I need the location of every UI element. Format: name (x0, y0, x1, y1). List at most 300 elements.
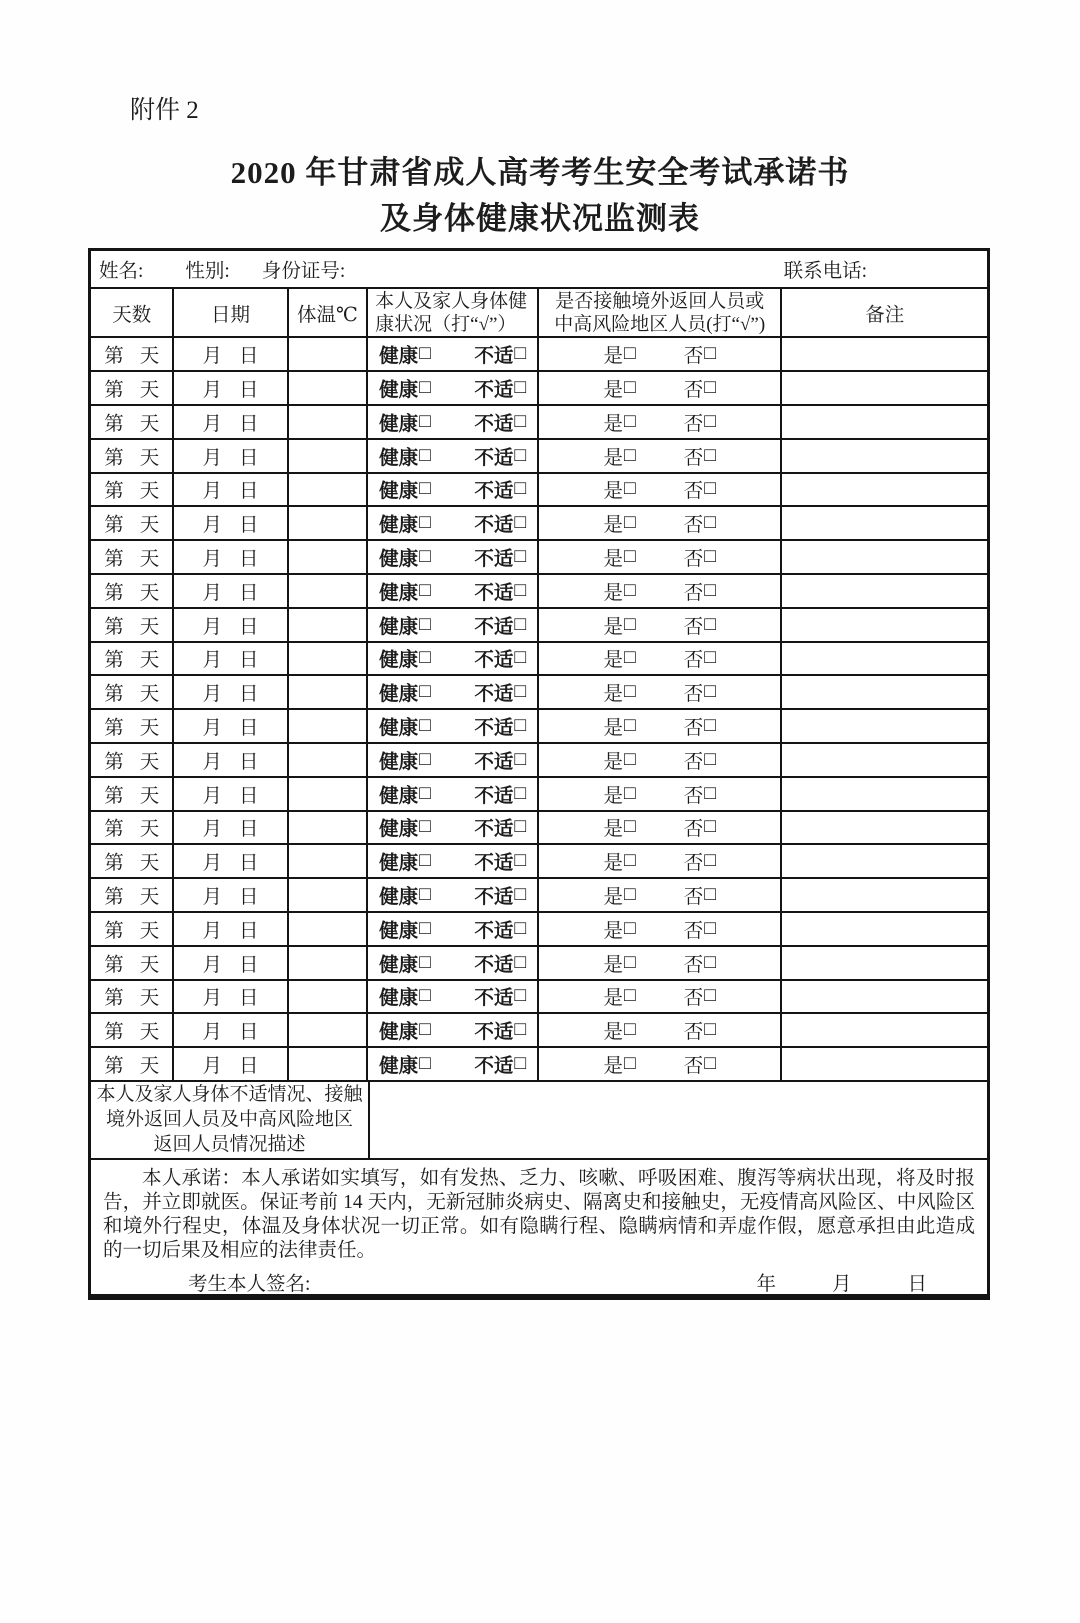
table-row (91, 877, 987, 911)
no-checkbox-icon[interactable]: □ (704, 478, 717, 500)
yes-checkbox-icon[interactable]: □ (623, 343, 636, 365)
date-label: 日 (239, 920, 259, 942)
remarks-input-cell[interactable] (780, 812, 987, 844)
table-row (91, 979, 987, 1013)
contact-risk-cell (537, 778, 780, 810)
unwell-checkbox-icon[interactable]: □ (514, 917, 527, 939)
day-number-cell[interactable] (91, 710, 172, 742)
day-prefix-label: 第 (104, 380, 124, 402)
day-number-cell[interactable] (91, 947, 172, 979)
yes-checkbox-icon[interactable]: □ (623, 512, 636, 534)
remarks-input-cell[interactable] (780, 913, 987, 945)
header-remarks: 备注 (780, 289, 987, 336)
no-checkbox-icon[interactable]: □ (704, 1019, 717, 1041)
no-checkbox-icon[interactable]: □ (704, 546, 717, 568)
month-label: 月 (202, 650, 223, 672)
healthy-checkbox-icon[interactable]: □ (419, 1019, 431, 1041)
health-status-cell (366, 338, 537, 370)
yes-checkbox-icon[interactable]: □ (623, 478, 636, 500)
unwell-label: 不适 (474, 887, 514, 909)
healthy-label: 健康 (379, 684, 419, 706)
no-label: 否 (683, 819, 704, 841)
header-health-line2: 康状况（打“√”） (375, 313, 517, 335)
healthy-checkbox-icon[interactable]: □ (419, 579, 431, 601)
yes-checkbox-icon[interactable]: □ (623, 985, 636, 1007)
day-number-cell[interactable] (91, 744, 172, 776)
health-form-table (88, 248, 990, 1300)
day-prefix-label: 第 (104, 920, 124, 942)
healthy-label: 健康 (379, 380, 419, 402)
date-cell[interactable] (172, 338, 286, 370)
day-suffix-label: 天 (139, 413, 160, 435)
remarks-input-cell[interactable] (780, 440, 987, 472)
yes-checkbox-icon[interactable]: □ (623, 951, 636, 973)
remarks-input-cell[interactable] (780, 845, 987, 877)
health-status-cell (366, 981, 537, 1013)
unwell-checkbox-icon[interactable]: □ (514, 715, 527, 737)
day-number-cell[interactable] (91, 643, 172, 675)
date-cell[interactable] (172, 372, 286, 404)
header-health-status (366, 289, 537, 336)
health-status-cell (366, 609, 537, 641)
health-status-cell (366, 812, 537, 844)
unwell-label: 不适 (474, 718, 514, 740)
yes-label: 是 (603, 988, 623, 1010)
commitment-paragraph: 本人承诺：本人承诺如实填写，如有发热、乏力、咳嗽、呼吸困难、腹泻等病状出现，将及时报告，并立即就医。保证考前 14 天内，无新冠肺炎病史、隔离史和接触史，无疫情高风险区、中风险区和境外行程史，体温及身体状况一切正常。如有隐瞒行程、隐瞒病情和弄虚作假，愿意承担由此造成的一切后果及相应的法律责任。 (103, 1167, 975, 1261)
day-suffix-label: 天 (139, 1056, 160, 1077)
health-status-cell (366, 947, 537, 979)
yes-label: 是 (603, 650, 623, 672)
date-cell[interactable] (172, 913, 286, 945)
remarks-input-cell[interactable] (780, 1048, 987, 1080)
healthy-label: 健康 (379, 751, 419, 773)
unwell-checkbox-icon[interactable]: □ (514, 478, 527, 500)
temperature-input-cell[interactable] (287, 710, 366, 742)
table-row (91, 404, 987, 438)
day-prefix-label: 第 (104, 549, 124, 571)
unwell-label: 不适 (474, 751, 514, 773)
unwell-label: 不适 (474, 650, 514, 672)
no-label: 否 (683, 549, 704, 571)
no-label: 否 (683, 481, 704, 503)
remarks-input-cell[interactable] (780, 744, 987, 776)
health-status-cell (366, 710, 537, 742)
yes-checkbox-icon[interactable]: □ (623, 917, 636, 939)
date-cell[interactable] (172, 744, 286, 776)
no-checkbox-icon[interactable]: □ (704, 681, 717, 703)
healthy-checkbox-icon[interactable]: □ (419, 613, 431, 635)
month-label: 月 (202, 413, 223, 435)
contact-risk-cell (537, 913, 780, 945)
temperature-input-cell[interactable] (287, 406, 366, 438)
contact-risk-cell (537, 947, 780, 979)
date-cell[interactable] (172, 609, 286, 641)
unwell-checkbox-icon[interactable]: □ (514, 343, 527, 365)
date-cell[interactable] (172, 1014, 286, 1046)
no-label: 否 (683, 1022, 704, 1044)
month-label: 月 (202, 988, 223, 1010)
description-input-cell[interactable] (368, 1082, 987, 1158)
day-suffix-label: 天 (139, 954, 160, 976)
unwell-checkbox-icon[interactable]: □ (514, 1053, 527, 1074)
date-cell[interactable] (172, 575, 286, 607)
temperature-input-cell[interactable] (287, 1048, 366, 1080)
yes-checkbox-icon[interactable]: □ (623, 782, 636, 804)
temperature-input-cell[interactable] (287, 812, 366, 844)
date-cell[interactable] (172, 541, 286, 573)
yes-checkbox-icon[interactable]: □ (623, 1053, 636, 1074)
healthy-checkbox-icon[interactable]: □ (419, 850, 431, 872)
temperature-input-cell[interactable] (287, 507, 366, 539)
yes-checkbox-icon[interactable]: □ (623, 1019, 636, 1041)
yes-checkbox-icon[interactable]: □ (623, 377, 636, 399)
yes-checkbox-icon[interactable]: □ (623, 613, 636, 635)
date-cell[interactable] (172, 1048, 286, 1080)
day-prefix-label: 第 (104, 515, 124, 537)
healthy-checkbox-icon[interactable]: □ (419, 917, 431, 939)
remarks-input-cell[interactable] (780, 474, 987, 506)
no-checkbox-icon[interactable]: □ (704, 816, 717, 838)
table-row (91, 641, 987, 675)
remarks-input-cell[interactable] (780, 676, 987, 708)
remarks-input-cell[interactable] (780, 981, 987, 1013)
temperature-input-cell[interactable] (287, 474, 366, 506)
temperature-input-cell[interactable] (287, 541, 366, 573)
day-prefix-label: 第 (104, 447, 124, 469)
unwell-checkbox-icon[interactable]: □ (514, 985, 527, 1007)
day-number-cell[interactable] (91, 1014, 172, 1046)
day-number-cell[interactable] (91, 913, 172, 945)
health-status-cell (366, 778, 537, 810)
no-checkbox-icon[interactable]: □ (704, 512, 717, 534)
no-checkbox-icon[interactable]: □ (704, 850, 717, 872)
unwell-label: 不适 (474, 684, 514, 706)
healthy-checkbox-icon[interactable]: □ (419, 478, 431, 500)
temperature-input-cell[interactable] (287, 744, 366, 776)
temperature-input-cell[interactable] (287, 845, 366, 877)
day-number-cell[interactable] (91, 338, 172, 370)
healthy-checkbox-icon[interactable]: □ (419, 647, 431, 669)
unwell-checkbox-icon[interactable]: □ (514, 782, 527, 804)
unwell-checkbox-icon[interactable]: □ (514, 579, 527, 601)
date-cell[interactable] (172, 710, 286, 742)
description-line2: 境外返回人员及中高风险地区 (105, 1109, 353, 1131)
healthy-checkbox-icon[interactable]: □ (419, 410, 431, 432)
day-prefix-label: 第 (104, 413, 124, 435)
unwell-checkbox-icon[interactable]: □ (514, 444, 527, 466)
day-number-cell[interactable] (91, 845, 172, 877)
date-cell[interactable] (172, 981, 286, 1013)
remarks-input-cell[interactable] (780, 406, 987, 438)
yes-checkbox-icon[interactable]: □ (623, 850, 636, 872)
healthy-checkbox-icon[interactable]: □ (419, 444, 431, 466)
no-checkbox-icon[interactable]: □ (704, 884, 717, 906)
temperature-input-cell[interactable] (287, 1014, 366, 1046)
unwell-checkbox-icon[interactable]: □ (514, 816, 527, 838)
yes-checkbox-icon[interactable]: □ (623, 546, 636, 568)
no-checkbox-icon[interactable]: □ (704, 377, 717, 399)
unwell-checkbox-icon[interactable]: □ (514, 377, 527, 399)
table-row (91, 438, 987, 472)
unwell-label: 不适 (474, 785, 514, 807)
unwell-checkbox-icon[interactable]: □ (514, 410, 527, 432)
healthy-checkbox-icon[interactable]: □ (419, 1053, 431, 1074)
table-header-row (91, 287, 987, 336)
date-label: 日 (239, 616, 259, 638)
health-status-cell (366, 474, 537, 506)
healthy-checkbox-icon[interactable]: □ (419, 546, 431, 568)
temperature-input-cell[interactable] (287, 676, 366, 708)
date-cell[interactable] (172, 879, 286, 911)
table-row (91, 810, 987, 844)
day-number-cell[interactable] (91, 372, 172, 404)
health-status-cell (366, 406, 537, 438)
unwell-checkbox-icon[interactable]: □ (514, 546, 527, 568)
day-number-cell[interactable] (91, 474, 172, 506)
health-status-cell (366, 845, 537, 877)
unwell-checkbox-icon[interactable]: □ (514, 748, 527, 770)
day-prefix-label: 第 (104, 853, 124, 875)
healthy-checkbox-icon[interactable]: □ (419, 343, 431, 365)
month-label: 月 (202, 819, 223, 841)
date-label: 日 (239, 887, 259, 909)
yes-checkbox-icon[interactable]: □ (623, 681, 636, 703)
healthy-checkbox-icon[interactable]: □ (419, 985, 431, 1007)
no-label: 否 (683, 887, 704, 909)
temperature-input-cell[interactable] (287, 981, 366, 1013)
health-status-cell (366, 879, 537, 911)
remarks-input-cell[interactable] (780, 575, 987, 607)
contact-risk-cell (537, 1014, 780, 1046)
unwell-label: 不适 (474, 481, 514, 503)
day-prefix-label: 第 (104, 650, 124, 672)
healthy-label: 健康 (379, 887, 419, 909)
unwell-label: 不适 (474, 413, 514, 435)
table-row (91, 1012, 987, 1046)
table-row (91, 336, 987, 370)
no-checkbox-icon[interactable]: □ (704, 343, 717, 365)
temperature-input-cell[interactable] (287, 609, 366, 641)
no-checkbox-icon[interactable]: □ (704, 579, 717, 601)
header-health-line1: 本人及家人身体健 (375, 290, 528, 312)
healthy-checkbox-icon[interactable]: □ (419, 884, 431, 906)
unwell-label: 不适 (474, 447, 514, 469)
unwell-checkbox-icon[interactable]: □ (514, 850, 527, 872)
yes-label: 是 (603, 515, 623, 537)
remarks-input-cell[interactable] (780, 778, 987, 810)
contact-risk-cell (537, 981, 780, 1013)
yes-label: 是 (603, 582, 623, 604)
gender-label: 性别: (185, 261, 230, 283)
no-checkbox-icon[interactable]: □ (704, 1053, 717, 1074)
remarks-input-cell[interactable] (780, 643, 987, 675)
remarks-input-cell[interactable] (780, 947, 987, 979)
date-cell[interactable] (172, 812, 286, 844)
yes-label: 是 (603, 346, 623, 368)
healthy-checkbox-icon[interactable]: □ (419, 512, 431, 534)
form-title-line1: 2020 年甘肃省成人高考考生安全考试承诺书 (230, 155, 850, 190)
temperature-input-cell[interactable] (287, 575, 366, 607)
no-checkbox-icon[interactable]: □ (704, 444, 717, 466)
remarks-input-cell[interactable] (780, 372, 987, 404)
header-days: 天数 (112, 304, 152, 326)
temperature-input-cell[interactable] (287, 372, 366, 404)
day-number-cell[interactable] (91, 676, 172, 708)
date-cell[interactable] (172, 474, 286, 506)
no-checkbox-icon[interactable]: □ (704, 613, 717, 635)
healthy-checkbox-icon[interactable]: □ (419, 816, 431, 838)
date-label: 日 (239, 481, 259, 503)
day-suffix-label: 天 (139, 481, 160, 503)
healthy-checkbox-icon[interactable]: □ (419, 715, 431, 737)
no-label: 否 (683, 582, 704, 604)
date-label: 日 (239, 549, 259, 571)
contact-risk-cell (537, 541, 780, 573)
unwell-checkbox-icon[interactable]: □ (514, 884, 527, 906)
unwell-checkbox-icon[interactable]: □ (514, 647, 527, 669)
healthy-label: 健康 (379, 515, 419, 537)
unwell-checkbox-icon[interactable]: □ (514, 613, 527, 635)
day-number-cell[interactable] (91, 541, 172, 573)
no-checkbox-icon[interactable]: □ (704, 410, 717, 432)
healthy-label: 健康 (379, 988, 419, 1010)
description-line1: 本人及家人身体不适情况、接触 (96, 1084, 363, 1106)
date-cell[interactable] (172, 406, 286, 438)
no-checkbox-icon[interactable]: □ (704, 715, 717, 737)
date-cell[interactable] (172, 778, 286, 810)
month-label: 月 (202, 549, 223, 571)
yes-checkbox-icon[interactable]: □ (623, 884, 636, 906)
date-cell[interactable] (172, 507, 286, 539)
remarks-input-cell[interactable] (780, 710, 987, 742)
form-title-line2: 及身体健康状况监测表 (380, 201, 700, 237)
table-row (91, 1046, 987, 1080)
signature-label: 考生本人签名: (188, 1273, 311, 1295)
healthy-checkbox-icon[interactable]: □ (419, 681, 431, 703)
healthy-checkbox-icon[interactable]: □ (419, 377, 431, 399)
temperature-input-cell[interactable] (287, 440, 366, 472)
day-prefix-label: 第 (104, 819, 124, 841)
month-label: 月 (202, 853, 223, 875)
temperature-input-cell[interactable] (287, 879, 366, 911)
day-number-cell[interactable] (91, 778, 172, 810)
day-number-cell[interactable] (91, 812, 172, 844)
unwell-checkbox-icon[interactable]: □ (514, 512, 527, 534)
temperature-input-cell[interactable] (287, 913, 366, 945)
yes-checkbox-icon[interactable]: □ (623, 410, 636, 432)
day-number-cell[interactable] (91, 440, 172, 472)
day-suffix-label: 天 (139, 785, 160, 807)
day-suffix-label: 天 (139, 684, 160, 706)
day-suffix-label: 天 (139, 380, 160, 402)
day-number-cell[interactable] (91, 507, 172, 539)
unwell-checkbox-icon[interactable]: □ (514, 1019, 527, 1041)
temperature-input-cell[interactable] (287, 947, 366, 979)
table-row (91, 776, 987, 810)
date-cell[interactable] (172, 947, 286, 979)
table-row (91, 539, 987, 573)
remarks-input-cell[interactable] (780, 879, 987, 911)
day-number-cell[interactable] (91, 1048, 172, 1080)
unwell-label: 不适 (474, 920, 514, 942)
day-number-cell[interactable] (91, 981, 172, 1013)
yes-checkbox-icon[interactable]: □ (623, 816, 636, 838)
remarks-input-cell[interactable] (780, 541, 987, 573)
month-label: 月 (202, 515, 223, 537)
no-checkbox-icon[interactable]: □ (704, 951, 717, 973)
healthy-checkbox-icon[interactable]: □ (419, 782, 431, 804)
date-cell[interactable] (172, 676, 286, 708)
no-checkbox-icon[interactable]: □ (704, 647, 717, 669)
yes-checkbox-icon[interactable]: □ (623, 579, 636, 601)
no-checkbox-icon[interactable]: □ (704, 917, 717, 939)
month-label: 月 (202, 1022, 223, 1044)
date-label: 日 (239, 785, 259, 807)
contact-risk-cell (537, 812, 780, 844)
healthy-checkbox-icon[interactable]: □ (419, 951, 431, 973)
signature-input[interactable] (310, 1270, 490, 1294)
commitment-row (91, 1158, 987, 1294)
day-number-cell[interactable] (91, 609, 172, 641)
contact-risk-cell (537, 845, 780, 877)
day-number-cell[interactable] (91, 406, 172, 438)
day-number-cell[interactable] (91, 575, 172, 607)
phone-label: 联系电话: (783, 261, 867, 283)
unwell-checkbox-icon[interactable]: □ (514, 681, 527, 703)
date-cell[interactable] (172, 845, 286, 877)
yes-checkbox-icon[interactable]: □ (623, 748, 636, 770)
yes-label: 是 (603, 1022, 623, 1044)
no-checkbox-icon[interactable]: □ (704, 985, 717, 1007)
info-row (91, 251, 987, 287)
unwell-label: 不适 (474, 616, 514, 638)
health-status-cell (366, 744, 537, 776)
month-label: 月 (202, 616, 223, 638)
sign-month-label: 月 (831, 1273, 852, 1295)
no-label: 否 (683, 785, 704, 807)
remarks-input-cell[interactable] (780, 1014, 987, 1046)
healthy-label: 健康 (379, 718, 419, 740)
no-label: 否 (683, 988, 704, 1010)
temperature-input-cell[interactable] (287, 778, 366, 810)
unwell-checkbox-icon[interactable]: □ (514, 951, 527, 973)
yes-checkbox-icon[interactable]: □ (623, 647, 636, 669)
remarks-input-cell[interactable] (780, 609, 987, 641)
temperature-input-cell[interactable] (287, 338, 366, 370)
no-checkbox-icon[interactable]: □ (704, 748, 717, 770)
date-label: 日 (239, 1056, 259, 1077)
day-suffix-label: 天 (139, 447, 160, 469)
remarks-input-cell[interactable] (780, 338, 987, 370)
remarks-input-cell[interactable] (780, 507, 987, 539)
unwell-label: 不适 (474, 819, 514, 841)
healthy-checkbox-icon[interactable]: □ (419, 748, 431, 770)
yes-label: 是 (603, 380, 623, 402)
date-cell[interactable] (172, 440, 286, 472)
date-label: 日 (239, 380, 259, 402)
yes-checkbox-icon[interactable]: □ (623, 444, 636, 466)
table-row (91, 607, 987, 641)
health-status-cell (366, 541, 537, 573)
date-cell[interactable] (172, 643, 286, 675)
day-number-cell[interactable] (91, 879, 172, 911)
header-contact-risk (537, 289, 780, 336)
yes-checkbox-icon[interactable]: □ (623, 715, 636, 737)
day-prefix-label: 第 (104, 1022, 124, 1044)
no-checkbox-icon[interactable]: □ (704, 782, 717, 804)
date-label: 日 (239, 1022, 259, 1044)
temperature-input-cell[interactable] (287, 643, 366, 675)
